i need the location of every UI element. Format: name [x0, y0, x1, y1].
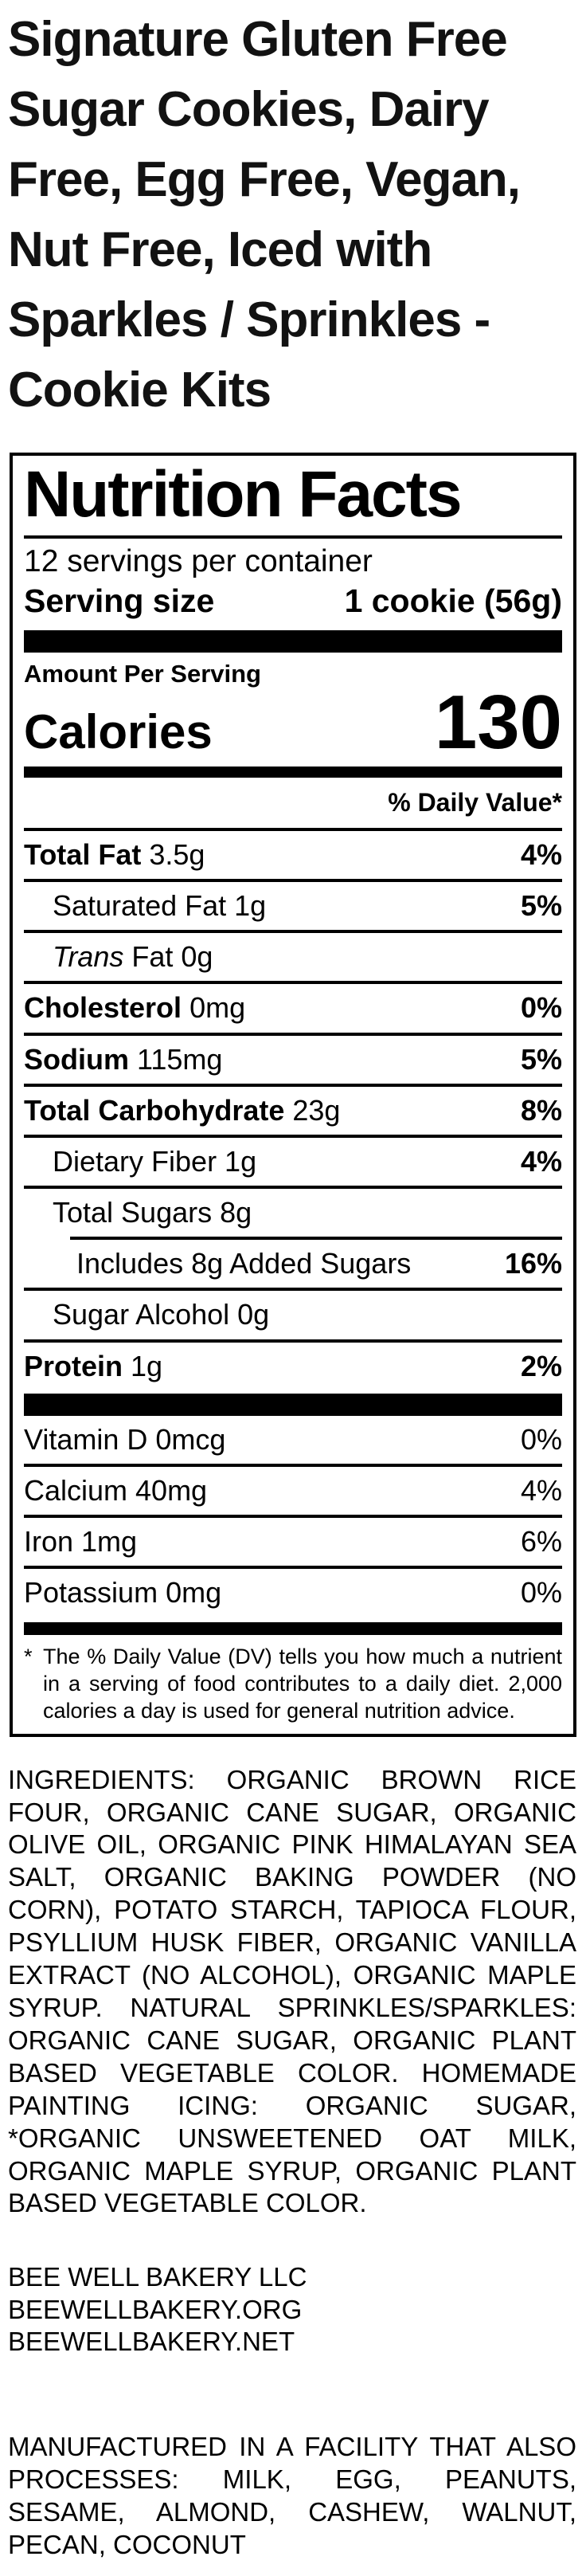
daily-value: 0% [520, 1422, 562, 1456]
amount-per-serving-label: Amount Per Serving [24, 660, 261, 688]
nutrient-name: Vitamin D 0mcg [24, 1422, 226, 1456]
daily-value: 2% [520, 1349, 562, 1382]
nutrient-name: Total Carbohydrate 23g [24, 1093, 341, 1127]
nutrient-name: Cholesterol 0mg [24, 991, 246, 1025]
nutrient-row-saturated-fat [24, 882, 562, 930]
bakery-info [0, 2261, 586, 2358]
nutrient-name: Iron 1mg [24, 1525, 138, 1559]
footnote-asterisk: * [24, 1644, 33, 1668]
nutrient-name: Total Fat 3.5g [24, 837, 205, 871]
nutrient-row-iron [24, 1518, 562, 1566]
nutrient-row-dietary-fiber [24, 1138, 562, 1186]
nutrient-name: Protein 1g [24, 1349, 163, 1382]
nutrient-row-total-fat [24, 831, 562, 879]
nutrient-row-calcium [24, 1467, 562, 1515]
nutrient-row-potassium [24, 1569, 562, 1617]
nutrient-name: Includes 8g Added Sugars [76, 1247, 412, 1280]
thick-divider-bar [24, 1394, 562, 1416]
nutrition-facts-panel [10, 453, 576, 1736]
nutrient-name: Total Sugars 8g [53, 1196, 252, 1229]
daily-value: 5% [520, 1042, 562, 1076]
medium-divider-bar [24, 767, 562, 778]
daily-value: 4% [520, 1144, 562, 1178]
nutrient-row-total-sugars [24, 1189, 562, 1237]
footnote-text: The % Daily Value (DV) tells you how much a nutrient in a serving of food contributes to a daily diet. 2,000 calories a day is used for general nutrition advice. [43, 1644, 562, 1723]
calories-label: Calories [24, 704, 213, 759]
ingredients-paragraph: INGREDIENTS: ORGANIC BROWN RICE FOUR, ORGANIC CANE SUGAR, ORGANIC OLIVE OIL, ORGANIC PINK HIMALAYAN SEA SALT, ORGANIC BAKING POWDER (NO CORN), POTATO STARCH, TAPIOCA FLOUR, PSYLLIUM HUSK FIBER, ORGANIC VANILLA EXTRACT (NO ALCOHOL), ORGANIC MAPLE SYRUP. NATURAL SPRINKLES/SPARKLES: ORGANIC CANE SUGAR, ORGANIC PLANT BASED VEGETABLE COLOR. HOMEMADE PAINTING ICING: ORGANIC SUGAR, *ORGANIC UNSWEETENED OAT MILK, ORGANIC MAPLE SYRUP, ORGANIC PLANT BASED VEGETABLE COLOR. [8, 1764, 576, 2218]
footer-divider-bar [24, 1622, 562, 1635]
daily-value-footnote [24, 1643, 562, 1724]
daily-value: 0% [520, 1576, 562, 1610]
daily-value-header: % Daily Value* [388, 787, 562, 817]
serving-size-row [24, 582, 562, 621]
nutrient-row-sugar-alcohol [24, 1291, 562, 1339]
nutrient-row-protein [24, 1343, 562, 1390]
nutrient-name: Saturated Fat 1g [53, 888, 267, 922]
daily-value: 5% [520, 888, 562, 922]
bakery-name: BEE WELL BAKERY LLC [8, 2262, 307, 2292]
daily-value: 16% [504, 1247, 562, 1280]
daily-value: 4% [520, 837, 562, 871]
nutrient-name: Sugar Alcohol 0g [53, 1298, 270, 1331]
thick-divider-bar [24, 630, 562, 653]
nutrient-name: Trans Fat 0g [53, 940, 213, 974]
allergen-notice: MANUFACTURED IN A FACILITY THAT ALSO PROCESSES: MILK, EGG, PEANUTS, SESAME, ALMOND, CASHEW, WALNUT, PECAN, COCONUT [8, 2432, 576, 2559]
nutrient-row-total-carbohydrate [24, 1087, 562, 1135]
bakery-website-org: BEEWELLBAKERY.ORG [8, 2294, 303, 2324]
nutrient-row-vitamin-d [24, 1416, 562, 1464]
nutrient-name: Dietary Fiber 1g [53, 1144, 257, 1178]
calories-value: 130 [434, 680, 562, 766]
daily-value: 8% [520, 1093, 562, 1127]
nutrient-name: Calcium 40mg [24, 1474, 208, 1508]
nutrient-name: Sodium 115mg [24, 1042, 223, 1076]
serving-size-value: 1 cookie (56g) [344, 582, 562, 620]
nutrient-name: Potassium 0mg [24, 1576, 222, 1610]
calories-row [24, 680, 562, 766]
bakery-website-net: BEEWELLBAKERY.NET [8, 2326, 295, 2356]
product-title: Signature Gluten Free Sugar Cookies, Dairy Free, Egg Free, Vegan, Nut Free, Iced with Sparkles / Sprinkles - Cookie Kits [8, 12, 521, 418]
servings-per-container: 12 servings per container [24, 544, 373, 579]
nutrition-facts-title: Nutrition Facts [24, 458, 461, 531]
daily-value: 0% [520, 991, 562, 1025]
nutrient-row-trans-fat [24, 933, 562, 981]
nutrient-row-cholesterol [24, 984, 562, 1032]
nutrient-row-added-sugars [24, 1240, 562, 1288]
serving-size-label: Serving size [24, 582, 215, 620]
daily-value: 6% [520, 1525, 562, 1559]
daily-value: 4% [520, 1474, 562, 1508]
nutrient-row-sodium [24, 1036, 562, 1084]
divider [24, 535, 562, 539]
